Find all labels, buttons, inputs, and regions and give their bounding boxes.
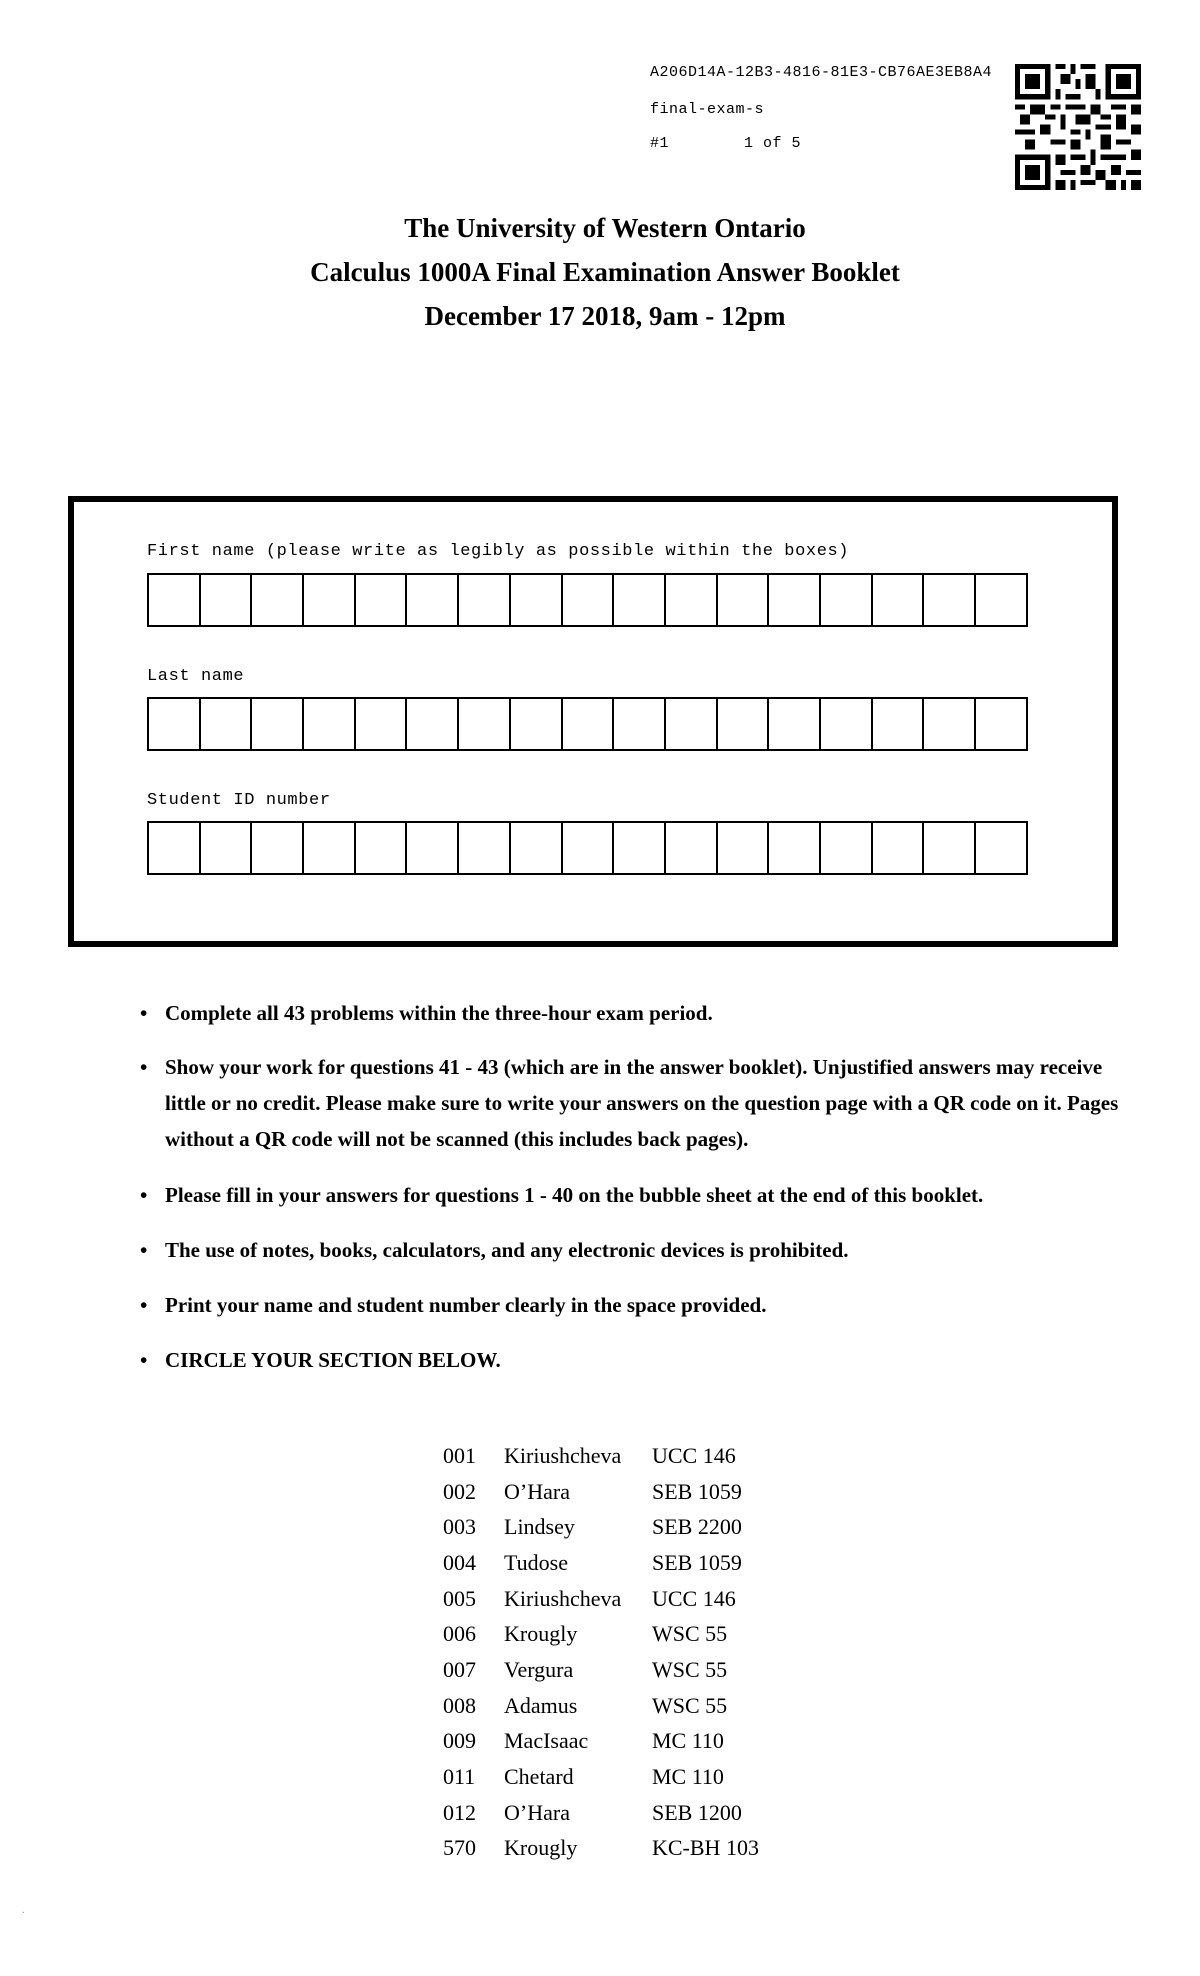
section-instructor: Adamus: [504, 1692, 578, 1718]
first-name-cell[interactable]: [509, 573, 563, 627]
section-number: 006: [443, 1621, 476, 1647]
bullet-icon: •: [140, 1348, 148, 1372]
student-id-cell[interactable]: [147, 821, 201, 875]
section-instructor: Krougly: [504, 1835, 578, 1861]
section-room: WSC 55: [652, 1656, 728, 1682]
instruction-text: The use of notes, books, calculators, and any electronic devices is prohibited.: [165, 1238, 849, 1262]
section-instructor: Kiriushcheva: [504, 1442, 622, 1468]
first-name-cell[interactable]: [302, 573, 356, 627]
first-name-cell[interactable]: [716, 573, 770, 627]
bullet-icon: •: [140, 1183, 148, 1207]
last-name-cell[interactable]: [405, 697, 459, 751]
instruction-item: [140, 1232, 1140, 1268]
section-room: MC 110: [652, 1728, 724, 1754]
university-title: The University of Western Ontario: [404, 213, 806, 243]
student-id-cell[interactable]: [302, 821, 356, 875]
first-name-cell[interactable]: [199, 573, 253, 627]
first-name-cell[interactable]: [871, 573, 925, 627]
student-id-cell[interactable]: [716, 821, 770, 875]
first-name-cell[interactable]: [819, 573, 873, 627]
student-id-cell[interactable]: [405, 821, 459, 875]
section-instructor: Krougly: [504, 1621, 578, 1647]
exam-name: final-exam-s: [650, 101, 765, 118]
student-id-cell[interactable]: [922, 821, 976, 875]
section-row[interactable]: [443, 1581, 759, 1617]
last-name-cell[interactable]: [767, 697, 821, 751]
section-instructor: Lindsey: [504, 1514, 575, 1540]
section-row[interactable]: [443, 1545, 759, 1581]
section-table: [443, 1438, 759, 1866]
exam-date: December 17 2018, 9am - 12pm: [424, 301, 786, 331]
student-id-cell[interactable]: [250, 821, 304, 875]
section-row[interactable]: [443, 1724, 759, 1760]
first-name-cell[interactable]: [922, 573, 976, 627]
student-id-cell[interactable]: [974, 821, 1028, 875]
section-row[interactable]: [443, 1688, 759, 1724]
section-number: 004: [443, 1549, 476, 1575]
instruction-text: Print your name and student number clearly in the space provided.: [165, 1293, 767, 1317]
section-number: 011: [443, 1764, 476, 1790]
instruction-item: [140, 995, 1140, 1031]
section-room: MC 110: [652, 1764, 724, 1790]
last-name-cell[interactable]: [922, 697, 976, 751]
section-room: WSC 55: [652, 1621, 728, 1647]
student-id-boxes[interactable]: [147, 821, 1060, 875]
instruction-text: Complete all 43 problems within the three-hour exam period.: [165, 1001, 713, 1025]
section-instructor: Kiriushcheva: [504, 1585, 622, 1611]
last-name-cell[interactable]: [819, 697, 873, 751]
section-room: KC-BH 103: [652, 1835, 759, 1861]
course-title: Calculus 1000A Final Examination Answer Booklet: [310, 257, 900, 287]
qr-code-icon: [1015, 64, 1141, 190]
bullet-icon: •: [140, 1001, 148, 1025]
instruction-item: [140, 1177, 1140, 1213]
section-row[interactable]: [443, 1438, 759, 1474]
last-name-cell[interactable]: [199, 697, 253, 751]
instruction-text: Please fill in your answers for questions 1 - 40 on the bubble sheet at the end of this booklet.: [165, 1183, 984, 1207]
section-instructor: O’Hara: [504, 1478, 570, 1504]
last-name-cell[interactable]: [561, 697, 615, 751]
first-name-cell[interactable]: [147, 573, 201, 627]
first-name-cell[interactable]: [612, 573, 666, 627]
section-room: SEB 1200: [652, 1799, 742, 1825]
student-info-box: [68, 496, 1118, 947]
student-id-cell[interactable]: [871, 821, 925, 875]
last-name-cell[interactable]: [509, 697, 563, 751]
section-number: 009: [443, 1728, 476, 1754]
student-id-label: Student ID number: [147, 791, 331, 810]
bullet-icon: •: [140, 1238, 148, 1262]
page-info: [650, 135, 802, 152]
last-name-cell[interactable]: [354, 697, 408, 751]
first-name-cell[interactable]: [405, 573, 459, 627]
instruction-text: Show your work for questions 41 - 43 (which are in the answer booklet). Unjustified answers may receive little or no credit. Please make sure to write your answers on the question page with a QR code on it. Pages without a QR code will not be scanned (this includes back pages).: [165, 1055, 1119, 1151]
section-row[interactable]: [443, 1616, 759, 1652]
copy-number: #1: [650, 135, 670, 152]
section-room: UCC 146: [652, 1585, 736, 1611]
student-id-cell[interactable]: [561, 821, 615, 875]
first-name-cell[interactable]: [974, 573, 1028, 627]
student-id-cell[interactable]: [767, 821, 821, 875]
section-instructor: O’Hara: [504, 1799, 570, 1825]
section-number: 570: [443, 1835, 476, 1861]
section-room: SEB 1059: [652, 1549, 742, 1575]
instruction-item: [140, 1342, 1140, 1378]
first-name-cell[interactable]: [250, 573, 304, 627]
student-id-cell[interactable]: [819, 821, 873, 875]
bullet-icon: •: [140, 1293, 148, 1317]
last-name-cell[interactable]: [147, 697, 201, 751]
stray-mark: .: [22, 1905, 25, 1916]
exam-uuid: A206D14A-12B3-4816-81E3-CB76AE3EB8A4: [650, 64, 993, 81]
first-name-cell[interactable]: [767, 573, 821, 627]
last-name-cell[interactable]: [871, 697, 925, 751]
section-number: 005: [443, 1585, 476, 1611]
instruction-item: [140, 1049, 1140, 1157]
section-row[interactable]: [443, 1831, 759, 1867]
instruction-text: CIRCLE YOUR SECTION BELOW.: [165, 1348, 501, 1372]
last-name-cell[interactable]: [974, 697, 1028, 751]
student-id-cell[interactable]: [354, 821, 408, 875]
section-room: SEB 2200: [652, 1514, 742, 1540]
student-id-cell[interactable]: [612, 821, 666, 875]
section-room: SEB 1059: [652, 1478, 742, 1504]
last-name-cell[interactable]: [250, 697, 304, 751]
first-name-cell[interactable]: [457, 573, 511, 627]
section-instructor: Vergura: [504, 1656, 574, 1682]
section-number: 012: [443, 1799, 476, 1825]
section-number: 003: [443, 1514, 476, 1540]
section-row[interactable]: [443, 1759, 759, 1795]
student-id-cell[interactable]: [457, 821, 511, 875]
first-name-label: First name (please write as legibly as possible within the boxes): [147, 542, 850, 561]
first-name-cell[interactable]: [561, 573, 615, 627]
section-instructor: Chetard: [504, 1764, 574, 1790]
section-row[interactable]: [443, 1795, 759, 1831]
last-name-cell[interactable]: [612, 697, 666, 751]
first-name-cell[interactable]: [664, 573, 718, 627]
section-number: 001: [443, 1442, 476, 1468]
section-number: 002: [443, 1478, 476, 1504]
section-room: UCC 146: [652, 1442, 736, 1468]
section-instructor: MacIsaac: [504, 1728, 589, 1754]
section-number: 008: [443, 1692, 476, 1718]
section-row[interactable]: [443, 1652, 759, 1688]
section-instructor: Tudose: [504, 1549, 568, 1575]
first-name-cell[interactable]: [354, 573, 408, 627]
last-name-cell[interactable]: [302, 697, 356, 751]
student-id-cell[interactable]: [509, 821, 563, 875]
last-name-boxes[interactable]: [147, 697, 1060, 751]
section-row[interactable]: [443, 1509, 759, 1545]
student-id-cell[interactable]: [664, 821, 718, 875]
last-name-cell[interactable]: [664, 697, 718, 751]
student-id-cell[interactable]: [199, 821, 253, 875]
section-room: WSC 55: [652, 1692, 728, 1718]
section-row[interactable]: [443, 1474, 759, 1510]
instruction-item: [140, 1287, 1140, 1323]
page-label: 1 of 5: [744, 135, 802, 152]
first-name-boxes[interactable]: [147, 573, 1060, 627]
section-number: 007: [443, 1656, 476, 1682]
bullet-icon: •: [140, 1055, 148, 1079]
last-name-cell[interactable]: [716, 697, 770, 751]
last-name-cell[interactable]: [457, 697, 511, 751]
last-name-label: Last name: [147, 667, 245, 686]
